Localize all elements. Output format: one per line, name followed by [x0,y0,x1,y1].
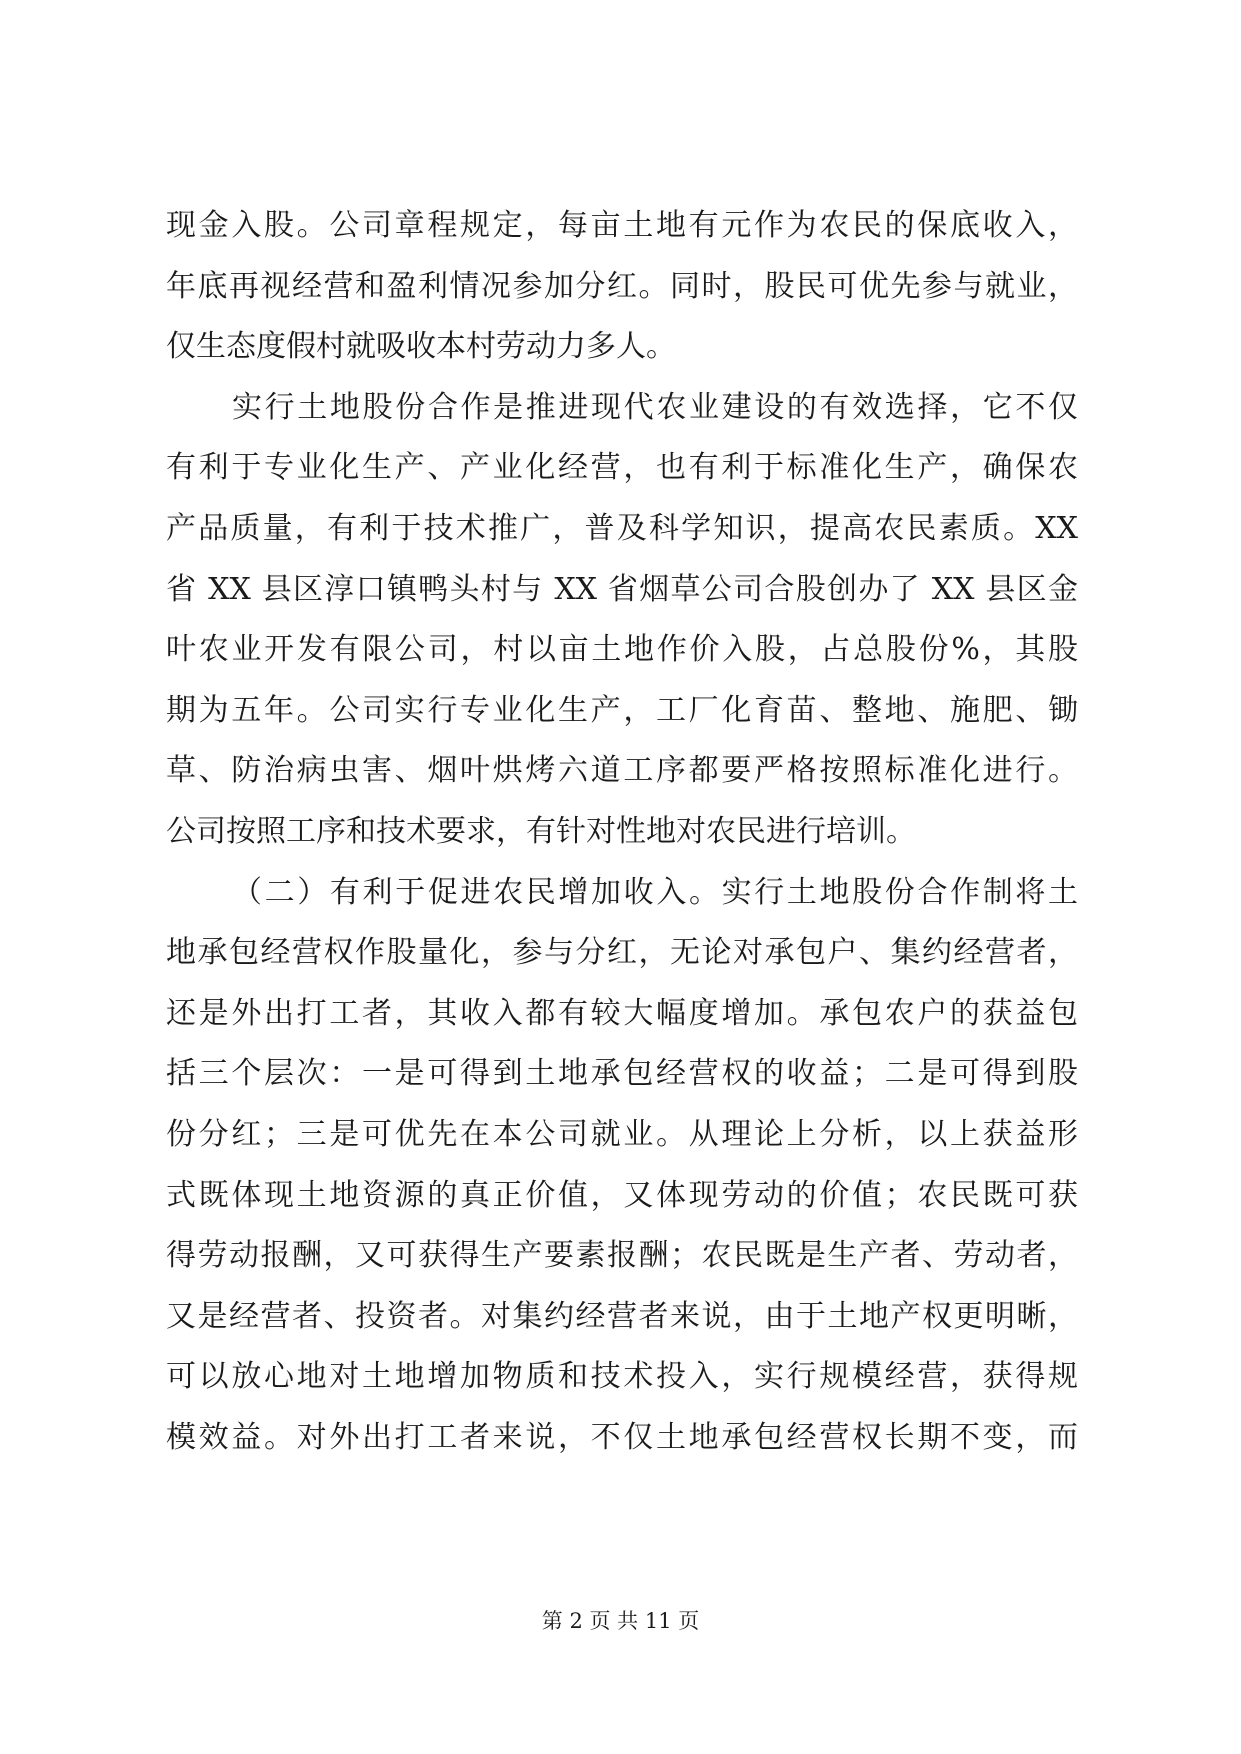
text-line: 地承包经营权作股量化，参与分红，无论对承包户、集约经营者， [166,935,1078,971]
text-line: 份分红；三是可优先在本公司就业。从理论上分析，以上获益形 [166,1116,1078,1152]
text-line: 叶农业开发有限公司，村以亩土地作价入股，占总股份%，其股 [166,632,1078,668]
text-line: 实行土地股份合作是推进现代农业建设的有效选择，它不仅 [232,389,1078,425]
text-line: 现金入股。公司章程规定，每亩土地有元作为农民的保底收入， [166,208,1078,243]
text-line: 年底再视经营和盈利情况参加分红。同时，股民可优先参与就业， [166,268,1078,304]
text-line: 有利于专业化生产、产业化经营，也有利于标准化生产，确保农 [166,450,1078,486]
text-line: 省 XX 县区淳口镇鸭头村与 XX 省烟草公司合股创办了 XX 县区金 [166,571,1078,607]
text-line: 产品质量，有利于技术推广，普及科学知识，提高农民素质。XX [166,510,1078,546]
text-line: 式既体现土地资源的真正价值，又体现劳动的价值；农民既可获 [166,1177,1078,1213]
text-line: 期为五年。公司实行专业化生产，工厂化育苗、整地、施肥、锄 [166,692,1078,728]
text-line: 公司按照工序和技术要求，有针对性地对农民进行培训。 [166,813,916,849]
body-text [166,196,1078,1468]
text-line: 括三个层次：一是可得到土地承包经营权的收益；二是可得到股 [166,1056,1078,1092]
text-line: 模效益。对外出打工者来说，不仅土地承包经营权长期不变，而 [166,1419,1078,1455]
text-line: 仅生态度假村就吸收本村劳动力多人。 [166,329,676,365]
text-line: 又是经营者、投资者。对集约经营者来说，由于土地产权更明晰， [166,1298,1078,1334]
text-line: 还是外出打工者，其收入都有较大幅度增加。承包农户的获益包 [166,995,1078,1031]
text-line: （二）有利于促进农民增加收入。实行土地股份合作制将土 [232,874,1078,910]
text-line: 可以放心地对土地增加物质和技术投入，实行规模经营，获得规 [166,1359,1078,1395]
text-line: 草、防治病虫害、烟叶烘烤六道工序都要严格按照标准化进行。 [166,753,1078,789]
page-number-footer: 第 2 页 共 11 页 [541,1609,700,1633]
text-line: 得劳动报酬，又可获得生产要素报酬；农民既是生产者、劳动者， [166,1238,1078,1274]
